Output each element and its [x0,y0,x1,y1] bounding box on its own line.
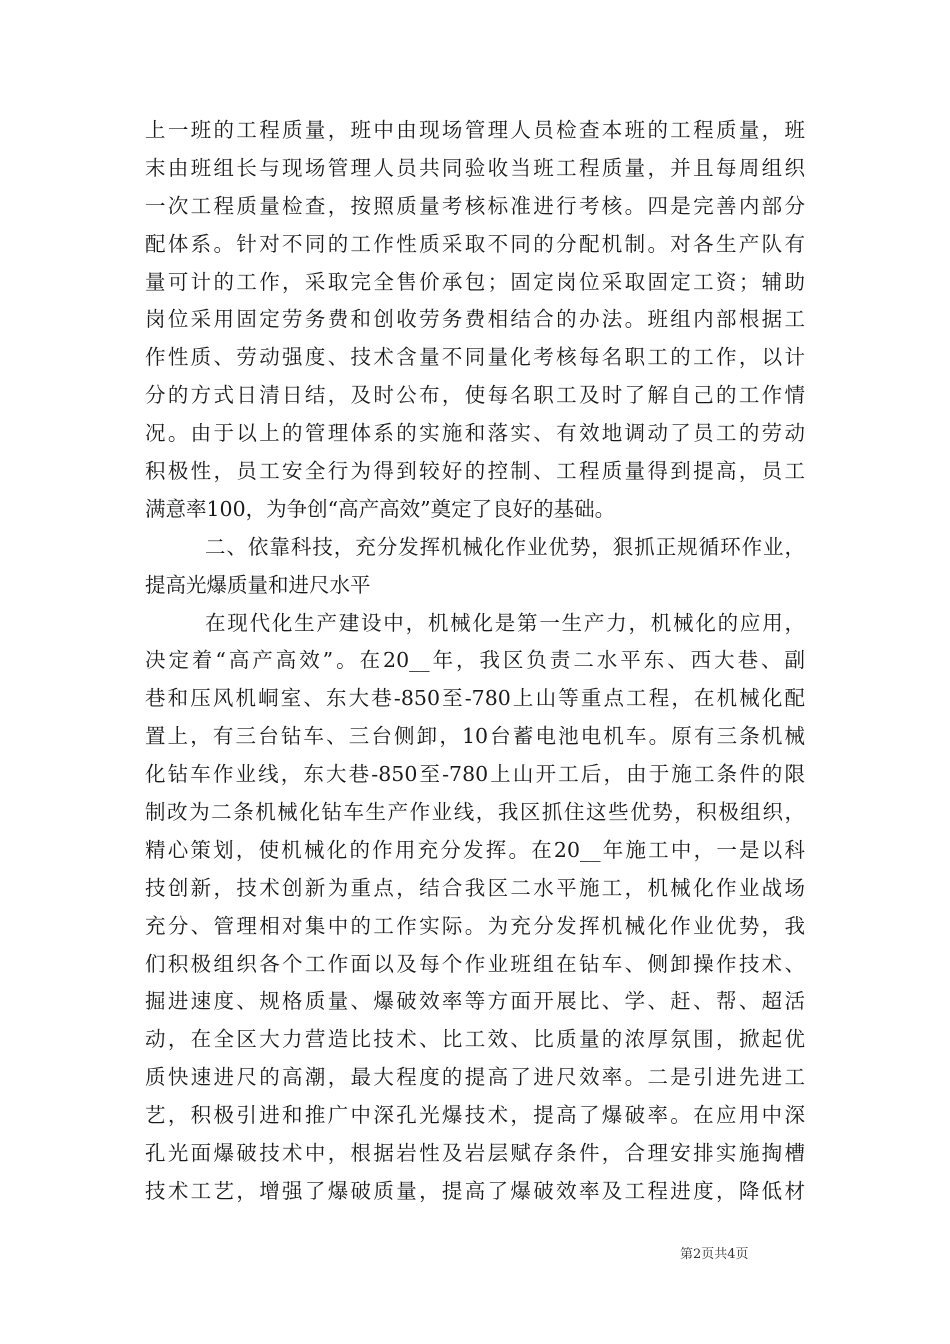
text-line: 满意率100，为争创“高产高效”奠定了良好的基础。 [145,496,616,521]
text-line: 决定着“高产高效”。在20__年，我区负责二水平东、西大巷、副 [145,648,805,673]
text-line: 一次工程质量检查，按照质量考核标准进行考核。四是完善内部分 [145,193,805,218]
text-line: 精心策划，使机械化的作用充分发挥。在20__年施工中，一是以科 [145,837,805,862]
text-line: 们积极组织各个工作面以及每个作业班组在钻车、侧卸操作技术、 [145,951,805,976]
text-line: 质快速进尺的高潮，最大程度的提高了进尺效率。二是引进先进工 [145,1065,805,1090]
text-line: 动，在全区大力营造比技术、比工效、比质量的浓厚氛围，掀起优 [145,1027,805,1052]
text-line: 积极性，员工安全行为得到较好的控制、工程质量得到提高，员工 [145,459,805,484]
text-line: 技创新，技术创新为重点，结合我区二水平施工，机械化作业战场 [145,875,805,900]
document-body [145,112,805,1211]
text-line: 化钻车作业线，东大巷-850至-780上山开工后，由于施工条件的限 [145,762,805,787]
text-line: 作性质、劳动强度、技术含量不同量化考核每名职工的工作，以计 [145,345,805,370]
text-line: 置上，有三台钻车、三台侧卸，10台蓄电池电机车。原有三条机械 [145,724,805,749]
text-line: 况。由于以上的管理体系的实施和落实、有效地调动了员工的劳动 [145,421,805,446]
section-heading-continued: 提高光爆质量和进尺水平 [145,572,371,597]
text-line: 分的方式日清日结，及时公布，使每名职工及时了解自己的工作情 [145,383,805,408]
text-line: 上一班的工程质量，班中由现场管理人员检查本班的工程质量，班 [145,118,805,142]
text-line: 掘进速度、规格质量、爆破效率等方面开展比、学、赶、帮、超活 [145,989,805,1014]
text-line: 充分、管理相对集中的工作实际。为充分发挥机械化作业优势，我 [145,913,805,938]
text-line: 制改为二条机械化钻车生产作业线，我区抓住这些优势，积极组织， [145,800,805,825]
text-line: 孔光面爆破技术中，根据岩性及岩层赋存条件，合理安排实施掏槽 [145,1141,805,1166]
text-line: 量可计的工作，采取完全售价承包；固定岗位采取固定工资；辅助 [145,269,805,294]
paragraph-first-line: 在现代化生产建设中，机械化是第一生产力，机械化的应用， [205,610,805,635]
section-heading: 二、依靠科技，充分发挥机械化作业优势，狠抓正规循环作业， [205,534,805,559]
text-line: 配体系。针对不同的工作性质采取不同的分配机制。对各生产队有 [145,231,805,256]
text-line: 艺，积极引进和推广中深孔光爆技术，提高了爆破率。在应用中深 [145,1103,805,1128]
text-line: 巷和压风机峒室、东大巷-850至-780上山等重点工程，在机械化配 [145,686,805,711]
text-line: 技术工艺，增强了爆破质量，提高了爆破效率及工程进度，降低材 [145,1178,805,1203]
page-number: 第2页共4页 [680,1247,749,1262]
text-line: 末由班组长与现场管理人员共同验收当班工程质量，并且每周组织 [145,155,805,180]
text-line: 岗位采用固定劳务费和创收劳务费相结合的办法。班组内部根据工 [145,307,805,332]
